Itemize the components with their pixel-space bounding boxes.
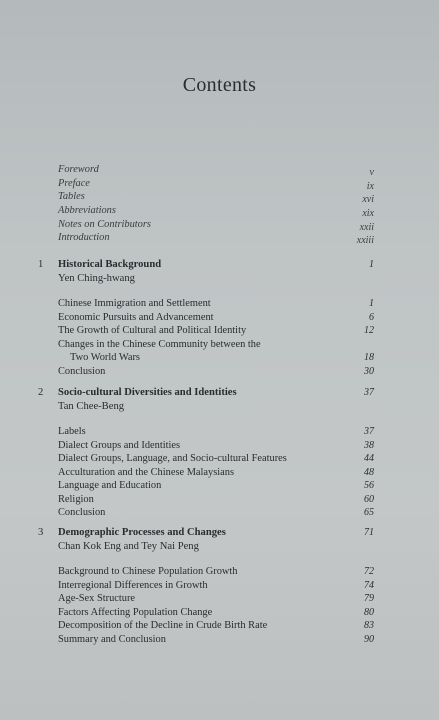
chapter-title: Socio-cultural Diversities and Identities <box>58 387 237 398</box>
chapter-3 <box>38 527 374 646</box>
front-matter-page: v <box>369 167 374 178</box>
section-item <box>58 297 374 311</box>
section-item <box>58 619 374 633</box>
section-page: 30 <box>364 365 374 377</box>
front-matter-label: Foreword <box>58 164 99 175</box>
front-matter-label: Notes on Contributors <box>58 218 151 230</box>
section-item <box>58 592 374 606</box>
section-label: Dialect Groups and Identities <box>58 439 181 451</box>
section-page: 83 <box>364 620 374 631</box>
section-label: Religion <box>58 493 94 505</box>
front-matter-page: ix <box>366 180 374 192</box>
section-item <box>58 425 374 439</box>
section-item <box>58 493 374 507</box>
section-item <box>58 439 374 453</box>
section-page: 72 <box>364 566 374 577</box>
chapter-author: Yen Ching-hwang <box>58 273 135 284</box>
section-label: Summary and Conclusion <box>58 633 166 645</box>
section-page: 48 <box>364 466 374 478</box>
chapter-number: 2 <box>38 387 44 398</box>
chapter-heading <box>38 387 374 401</box>
section-item <box>58 633 374 647</box>
section-label: Language and Education <box>58 480 162 491</box>
section-item <box>58 324 374 338</box>
front-matter-page: xxiii <box>356 235 374 247</box>
chapter-author: Chan Kok Eng and Tey Nai Peng <box>58 541 199 552</box>
section-label: Conclusion <box>58 365 106 377</box>
chapter-page: 1 <box>369 259 374 270</box>
chapter-number: 1 <box>38 259 44 270</box>
section-item <box>58 565 374 579</box>
section-item <box>58 606 374 620</box>
front-matter-list <box>58 164 374 246</box>
section-label: Dialect Groups, Language, and Socio-cultural Features <box>58 453 287 464</box>
section-item <box>58 506 374 520</box>
chapter-title: Demographic Processes and Changes <box>58 527 226 538</box>
section-label: Background to Chinese Population Growth <box>58 566 238 577</box>
section-page: 80 <box>364 606 374 618</box>
front-matter-label: Abbreviations <box>58 205 116 217</box>
chapter-1 <box>38 259 374 378</box>
section-page: 74 <box>364 579 374 591</box>
section-label: Changes in the Chinese Community between the <box>58 338 261 350</box>
section-label: Decomposition of the Decline in Crude Birth Rate <box>58 620 268 631</box>
chapter-author: Tan Chee-Beng <box>58 401 125 412</box>
section-label: Factors Affecting Population Change <box>58 606 213 618</box>
chapter-title: Historical Background <box>58 259 162 270</box>
front-matter-label: Introduction <box>58 232 110 244</box>
section-page: 60 <box>364 493 374 505</box>
section-page: 65 <box>364 507 374 518</box>
section-label: Chinese Immigration and Settlement <box>58 298 211 309</box>
section-page: 1 <box>369 298 374 309</box>
front-matter-item <box>58 205 374 219</box>
section-page: 79 <box>364 593 374 604</box>
front-matter-item <box>58 191 374 205</box>
section-page: 44 <box>364 453 374 464</box>
section-label: Acculturation and the Chinese Malaysians <box>58 466 235 478</box>
front-matter-item <box>58 164 374 178</box>
section-label-continued: Two World Wars <box>70 352 140 363</box>
chapter-page: 37 <box>364 387 374 398</box>
chapter-number: 3 <box>38 527 44 538</box>
section-label: Economic Pursuits and Advancement <box>58 311 214 323</box>
section-item <box>58 479 374 493</box>
section-page: 12 <box>364 325 374 336</box>
section-item <box>58 311 374 325</box>
front-matter-page: xxii <box>359 221 374 233</box>
front-matter-item <box>58 178 374 192</box>
section-page: 56 <box>364 480 374 491</box>
front-matter-label: Tables <box>58 191 85 203</box>
chapter-heading <box>38 527 374 541</box>
section-item <box>58 338 374 365</box>
section-page: 37 <box>364 426 374 437</box>
section-label: Age-Sex Structure <box>58 593 136 604</box>
page-title: Contents <box>182 74 257 96</box>
front-matter-page: xix <box>362 208 374 220</box>
section-label: Conclusion <box>58 507 106 518</box>
section-item <box>58 365 374 379</box>
section-page: 6 <box>369 311 374 323</box>
front-matter-item <box>58 232 374 246</box>
section-item <box>58 466 374 480</box>
section-label: The Growth of Cultural and Political Identity <box>58 325 247 336</box>
section-label: Labels <box>58 426 86 437</box>
chapter-2 <box>38 387 374 520</box>
front-matter-label: Preface <box>58 177 90 189</box>
section-page: 90 <box>364 633 374 645</box>
front-matter-item <box>58 219 374 233</box>
section-item <box>58 579 374 593</box>
chapter-page: 71 <box>364 527 374 538</box>
section-item <box>58 452 374 466</box>
section-page: 38 <box>364 439 374 451</box>
section-label: Interregional Differences in Growth <box>58 579 208 591</box>
front-matter-page: xvi <box>362 194 374 206</box>
chapter-heading <box>38 259 374 273</box>
section-page: 18 <box>364 352 374 363</box>
